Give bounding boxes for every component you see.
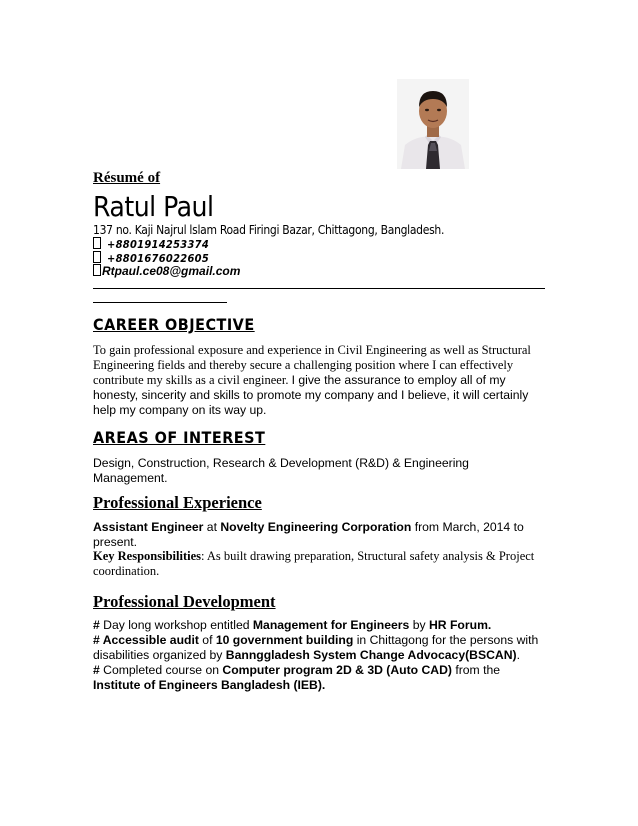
list-item [93, 663, 543, 693]
areas-of-interest-text: Design, Construction, Research & Development (R&D) & Engineering Management. [93, 456, 469, 485]
phone-2-value: +8801676022605 [107, 252, 210, 265]
responsibilities-label: Key Responsibilities [93, 549, 201, 563]
professional-experience-heading: Professional Experience [93, 493, 262, 512]
candidate-name: Ratul Paul [93, 190, 214, 223]
profile-photo [397, 79, 469, 169]
item-text: Day long workshop entitled [99, 618, 253, 632]
email-icon [93, 264, 101, 276]
item-bold: 10 government building [215, 633, 354, 647]
address: 137 no. Kaji Najrul lslam Road Firingi Bazar, Chittagong, Bangladesh. [93, 223, 445, 237]
professional-development-heading: Professional Development [93, 592, 276, 611]
career-text-serif: To gain professional exposure and experience in Civil Engineering as well as Structural Engineering fields and thereby secure a challenging position where I can effectively contribute my skills as a civil engineer. [93, 343, 531, 387]
company-name: Novelty Engineering Corporation [220, 520, 412, 534]
key-responsibilities [93, 549, 543, 579]
date-range: from March, 2014 to present. [93, 520, 524, 549]
item-bold: Computer program 2D & 3D (Auto CAD) [222, 663, 452, 677]
item-bold: Management for Engineers [252, 618, 410, 632]
item-text: from the [451, 663, 501, 677]
resume-of-label: Résumé of [93, 170, 161, 186]
item-text: . [516, 648, 520, 662]
job-title: Assistant Engineer [93, 520, 204, 534]
phone-icon [93, 251, 101, 263]
divider-line-short [93, 302, 227, 303]
item-org: Institute of Engineers Bangladesh (IEB). [93, 678, 326, 692]
item-org: Bannggladesh System Change Advocacy(BSCAN) [225, 648, 517, 662]
divider-line [93, 288, 545, 289]
career-objective-text [93, 343, 543, 418]
phone-icon [93, 237, 101, 249]
item-bold: Accessible audit [99, 633, 199, 647]
experience-entry [93, 520, 543, 550]
hash-mark: # [93, 663, 100, 677]
item-org: HR Forum. [429, 618, 492, 632]
phone-1 [93, 237, 209, 251]
email-value: Rtpaul.ce08@gmail.com [102, 264, 241, 278]
phone-1-value: +8801914253374 [107, 238, 210, 251]
hash-mark: # [93, 618, 100, 632]
areas-of-interest-heading: AREAS OF INTEREST [93, 428, 266, 447]
item-text: by [409, 618, 429, 632]
item-text: Completed course on [99, 663, 223, 677]
portrait-image [397, 79, 469, 169]
responsibilities-text: : As built drawing preparation, Structural safety analysis & Project coordination. [93, 549, 535, 578]
career-objective-heading: CAREER OBJECTIVE [93, 315, 255, 334]
hash-mark: # [93, 633, 100, 647]
email [93, 264, 240, 278]
item-text: of [198, 633, 216, 647]
career-text-sans: I give the assurance to employ all of my honesty, sincerity and skills to promote my company and I believe, it will certainly help my company on its way up. [93, 373, 529, 417]
list-item [93, 633, 543, 663]
professional-development-list [93, 618, 543, 693]
at-text: at [203, 520, 221, 534]
list-item [93, 618, 543, 633]
phone-2 [93, 251, 209, 265]
item-text: in Chittagong for the persons with disabilities organized by [93, 633, 539, 662]
